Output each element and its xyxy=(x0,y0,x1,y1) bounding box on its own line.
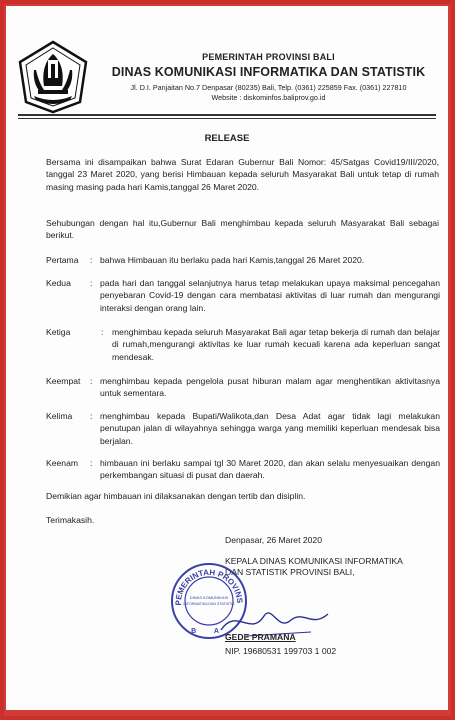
item-text: himbauan ini berlaku sampai tgl 30 Maret 2020, dan akan selalu menyesuaikan dengan perkembangan situasi di pusat dan daerah. xyxy=(100,458,440,481)
item-text: menghimbau kepada Bupati/Walikota,dan Desa Adat agar tidak lagi melakukan penutupan jalan di wilayahnya sehingga warga yang memiliki keperluan mendesak bisa berjalan. xyxy=(100,411,440,446)
item-key: Kedua xyxy=(46,278,71,288)
item-colon: : xyxy=(90,411,93,421)
bali-province-emblem-icon xyxy=(18,40,88,114)
item-colon: : xyxy=(90,255,93,265)
province-name: PEMERINTAH PROVINSI BALI xyxy=(202,52,335,62)
item-key: Kelima xyxy=(46,411,73,421)
agency-website: Website : diskominfos.baliprov.go.id xyxy=(211,93,326,102)
item-colon: : xyxy=(90,458,93,468)
stamp-bottom-text: B A xyxy=(191,628,227,635)
letterhead-divider xyxy=(18,114,436,116)
stamp-inner-line2: INFORMATIKA DAN STATISTIK xyxy=(183,602,235,606)
closing-paragraph: Demikian agar himbauan ini dilaksanakan dengan tertib dan disiplin. xyxy=(46,491,306,501)
lead-paragraph: Sehubungan dengan hal itu,Gubernur Bali menghimbau kepada seluruh Masyarakat Bali sebagai berikut. xyxy=(46,218,439,241)
signature-position-line1: KEPALA DINAS KOMUNIKASI INFORMATIKA xyxy=(225,556,403,566)
item-colon: : xyxy=(101,327,104,337)
stamp-top-text: PEMERINTAH PROVINS xyxy=(173,567,245,606)
item-key: Ketiga xyxy=(46,327,71,337)
agency-address: Jl. D.I. Panjaitan No.7 Denpasar (80235) Bali, Telp. (0361) 225859 Fax. (0361) 227810 xyxy=(130,83,407,92)
thanks-text: Terimakasih. xyxy=(46,515,95,525)
document-title: RELEASE xyxy=(204,133,250,144)
item-text: menghimbau kepada seluruh Masyarakat Bali agar tetap bekerja di rumah dan belajar di rumah,mengurangi aktivitas ke luar rumah kecuali karena ada keperluan sangat mendesak. xyxy=(112,327,440,362)
agency-name: DINAS KOMUNIKASI INFORMATIKA DAN STATISTIK xyxy=(111,65,426,79)
letterhead-divider-thin xyxy=(18,118,436,119)
document-page xyxy=(6,6,448,710)
signature-place-date: Denpasar, 26 Maret 2020 xyxy=(225,535,322,545)
stamp-inner-line1: DINAS KOMUNIKASI xyxy=(189,595,229,600)
signatory-name: GEDE PRAMANA xyxy=(225,632,296,642)
item-text: menghimbau kepada pengelola pusat hiburan malam agar menghentikan aktivitasnya untuk sementara. xyxy=(100,376,440,399)
signature-position-line2: DAN STATISTIK PROVINSI BALI, xyxy=(225,567,355,577)
intro-paragraph: Bersama ini disampaikan bahwa Surat Edaran Gubernur Bali Nomor: 45/Satgas Covid19/III/2020, tanggal 23 Maret 2020, yang berisi Himbauan kepada seluruh Masyarakat Bali untuk tetap di rumah masing masing pada hari Kamis,tanggal 26 Maret 2020. xyxy=(46,157,439,192)
item-text: bahwa Himbauan itu berlaku pada hari Kamis,tanggal 26 Maret 2020. xyxy=(100,255,365,265)
item-key: Keenam xyxy=(46,458,79,468)
item-colon: : xyxy=(90,278,93,288)
item-text: pada hari dan tanggal selanjutnya harus tetap melakukan upaya maksimal pencegahan penyebaran Covid-19 dengan cara membatasi aktivitas di luar rumah dan mengurangi interaksi dengan orang lain. xyxy=(100,278,440,313)
item-colon: : xyxy=(90,376,93,386)
item-key: Keempat xyxy=(46,376,81,386)
item-key: Pertama xyxy=(46,255,79,265)
signatory-nip: NIP. 19680531 199703 1 002 xyxy=(225,646,337,656)
letterhead xyxy=(96,52,441,102)
